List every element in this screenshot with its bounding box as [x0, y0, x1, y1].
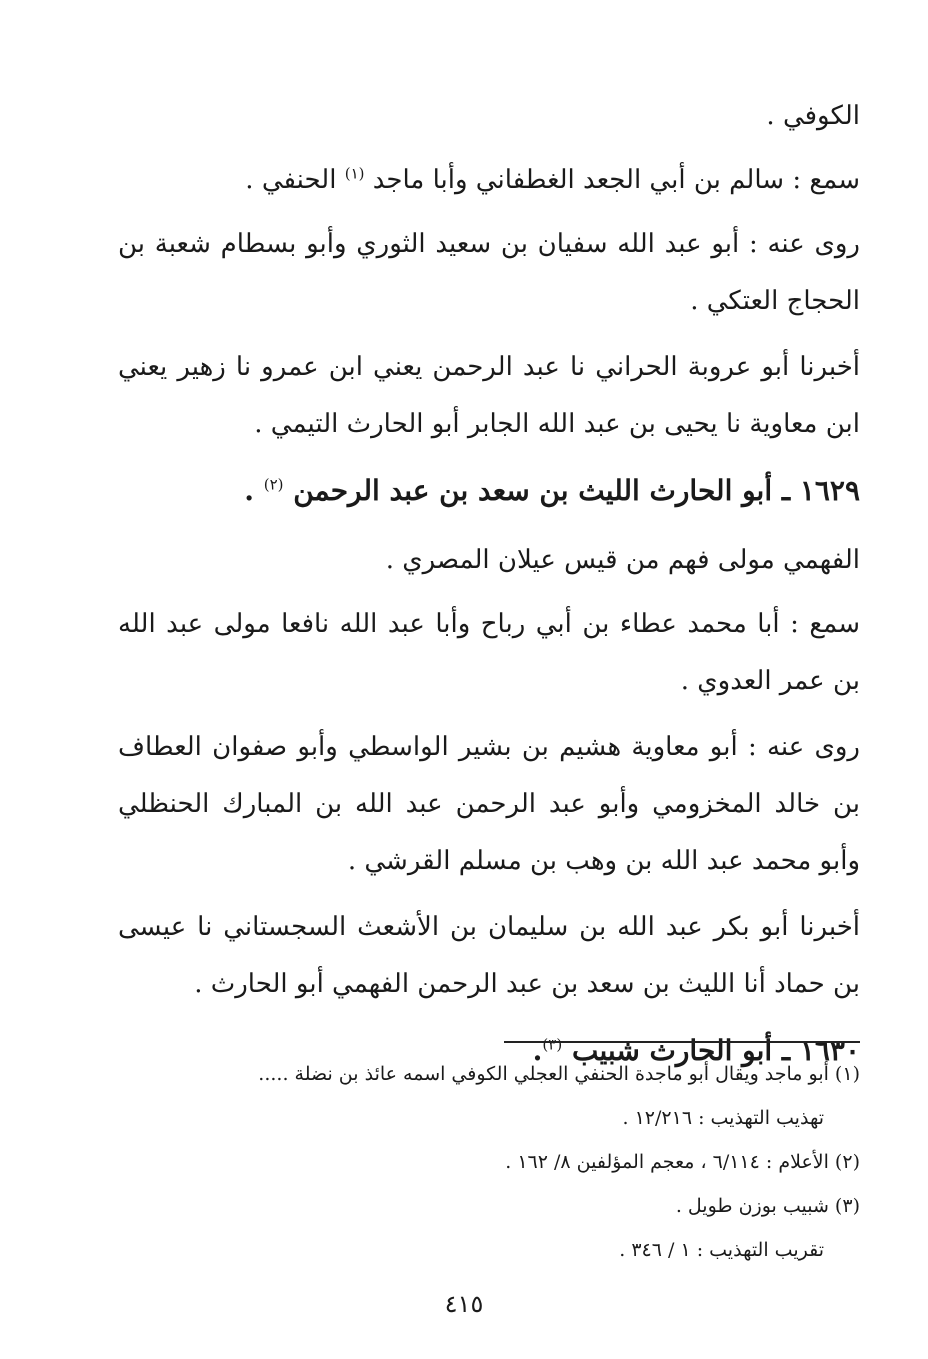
footnote-line: تهذيب التهذيب : ١٢/٢١٦ . [622, 1107, 824, 1129]
paragraph: روى عنه : أبو عبد الله سفيان بن سعيد الثوري وأبو بسطام شعبة بن الحجاج العتكي . [118, 229, 860, 316]
footnote-line: (١) أبو ماجد ويقال أبو ماجدة الحنفي العجلي الكوفي اسمه عائذ بن نضلة ..... [258, 1063, 860, 1085]
paragraph: أخبرنا أبو بكر عبد الله بن سليمان بن الأشعث السجستاني نا عيسى بن حماد أنا الليث بن سعد بن عبد الرحمن الفهمي أبو الحارث . [118, 912, 860, 999]
footnotes [160, 1052, 860, 1272]
paragraph: سمع : أبا محمد عطاء بن أبي رباح وأبا عبد الله نافعا مولى عبد الله بن عمر العدوي . [118, 609, 860, 696]
footnote-line: (٢) الأعلام : ٦/١١٤ ، معجم المؤلفين ٨/ ١٦٢ . [505, 1151, 860, 1173]
footnote-mark[interactable]: (٢) [263, 475, 284, 494]
footnote-mark[interactable]: (٣) [542, 1035, 563, 1054]
page-number: ٤١٥ [444, 1290, 484, 1318]
paragraph: أخبرنا أبو عروبة الحراني نا عبد الرحمن يعني ابن عمرو نا زهير يعني ابن معاوية نا يحيى بن عبد الله الجابر أبو الحارث التيمي . [118, 352, 860, 439]
entry-heading-1630: ١٦٣٠ ـ أبو الحارث شبيب $^{(٣)}$. [532, 1034, 860, 1067]
paragraph: الكوفي . [766, 101, 860, 131]
main-text [118, 88, 860, 1092]
footnote-line: (٣) شبيب بوزن طويل . [675, 1195, 860, 1217]
footnote-divider [504, 1041, 860, 1043]
footnote-mark[interactable]: (١) [344, 164, 365, 183]
paragraph: الفهمي مولى فهم من قيس عيلان المصري . [385, 545, 860, 575]
paragraph: روى عنه : أبو معاوية هشيم بن بشير الواسطي وأبو صفوان العطاف بن خالد المخزومي وأبو عبد الرحمن عبد الله بن المبارك الحنظلي وأبو محمد عبد الله بن وهب بن مسلم القرشي . [118, 732, 860, 876]
footnote-line: تقريب التهذيب : ١ / ٣٤٦ . [619, 1239, 824, 1261]
entry-heading-1629: ١٦٢٩ ـ أبو الحارث الليث بن سعد بن عبد الرحمن $^{(٢)}$ . [244, 474, 860, 507]
paragraph: سمع : سالم بن أبي الجعد الغطفاني وأبا ماجد $^{(١)}$ الحنفي . [245, 164, 860, 195]
